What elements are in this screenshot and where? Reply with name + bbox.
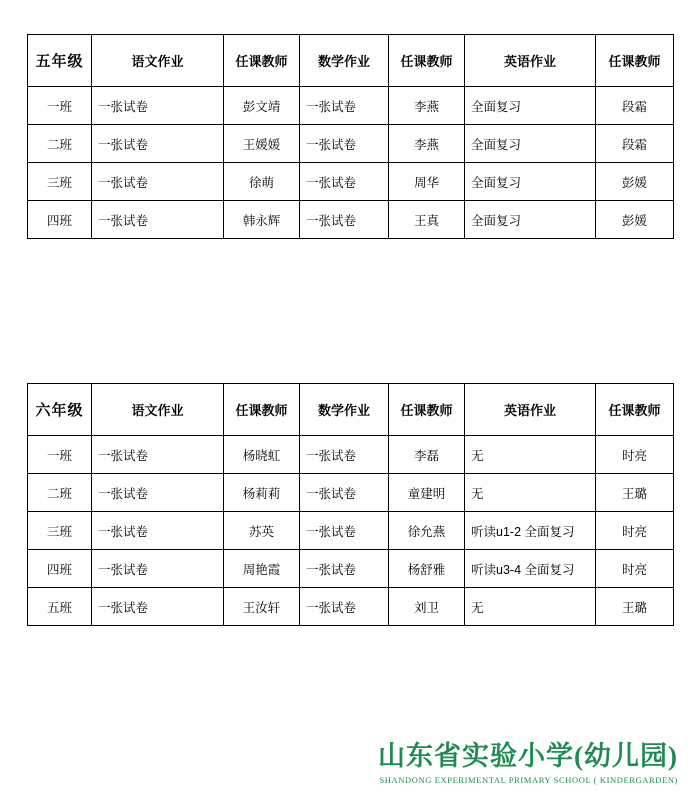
table-row (28, 436, 674, 474)
math-teacher: 王真 (389, 201, 465, 239)
column-header-math-homework: 数学作业 (300, 35, 389, 87)
english-homework: 无 (465, 436, 596, 474)
class-label: 五班 (28, 588, 92, 626)
class-label: 二班 (28, 125, 92, 163)
english-teacher: 段霜 (596, 125, 674, 163)
math-homework: 一张试卷 (300, 163, 389, 201)
grade5-homework-table (27, 34, 674, 239)
math-homework: 一张试卷 (300, 436, 389, 474)
column-header-math-teacher: 任课教师 (389, 35, 465, 87)
class-label: 四班 (28, 550, 92, 588)
english-homework: 听读u3-4 全面复习 (465, 550, 596, 588)
english-homework: 全面复习 (465, 87, 596, 125)
column-header-chinese-teacher: 任课教师 (224, 35, 300, 87)
math-teacher: 刘卫 (389, 588, 465, 626)
table-row (28, 125, 674, 163)
school-logo (0, 742, 700, 785)
english-teacher: 彭媛 (596, 201, 674, 239)
english-homework: 听读u1-2 全面复习 (465, 512, 596, 550)
grade-label: 六年级 (28, 384, 92, 436)
table-header-row (28, 35, 674, 87)
english-homework: 全面复习 (465, 125, 596, 163)
table-row (28, 201, 674, 239)
chinese-teacher: 彭文靖 (224, 87, 300, 125)
chinese-teacher: 杨晓虹 (224, 436, 300, 474)
column-header-english-homework: 英语作业 (465, 384, 596, 436)
chinese-homework: 一张试卷 (92, 87, 224, 125)
math-teacher: 周华 (389, 163, 465, 201)
table-row (28, 512, 674, 550)
column-header-chinese-teacher: 任课教师 (224, 384, 300, 436)
chinese-homework: 一张试卷 (92, 474, 224, 512)
column-header-math-homework: 数学作业 (300, 384, 389, 436)
chinese-homework: 一张试卷 (92, 550, 224, 588)
column-header-english-teacher: 任课教师 (596, 35, 674, 87)
chinese-teacher: 周艳霞 (224, 550, 300, 588)
english-homework: 全面复习 (465, 201, 596, 239)
chinese-teacher: 徐萌 (224, 163, 300, 201)
grade5-table-block (27, 34, 673, 239)
chinese-teacher: 韩永辉 (224, 201, 300, 239)
table-row (28, 474, 674, 512)
english-teacher: 时亮 (596, 512, 674, 550)
table-header-row (28, 384, 674, 436)
math-teacher: 童建明 (389, 474, 465, 512)
math-teacher: 杨舒雅 (389, 550, 465, 588)
math-homework: 一张试卷 (300, 512, 389, 550)
english-homework: 无 (465, 474, 596, 512)
chinese-homework: 一张试卷 (92, 125, 224, 163)
math-homework: 一张试卷 (300, 87, 389, 125)
grade-label: 五年级 (28, 35, 92, 87)
english-teacher: 时亮 (596, 550, 674, 588)
english-teacher: 时亮 (596, 436, 674, 474)
table-row (28, 163, 674, 201)
class-label: 三班 (28, 512, 92, 550)
english-teacher: 王璐 (596, 588, 674, 626)
chinese-homework: 一张试卷 (92, 512, 224, 550)
grade6-table-block (27, 383, 673, 626)
school-name-chinese: 山东省实验小学(幼儿园) (378, 741, 678, 771)
chinese-homework: 一张试卷 (92, 436, 224, 474)
column-header-chinese-homework: 语文作业 (92, 35, 224, 87)
chinese-homework: 一张试卷 (92, 163, 224, 201)
class-label: 一班 (28, 436, 92, 474)
column-header-english-homework: 英语作业 (465, 35, 596, 87)
column-header-math-teacher: 任课教师 (389, 384, 465, 436)
table-row (28, 588, 674, 626)
class-label: 四班 (28, 201, 92, 239)
chinese-teacher: 王媛媛 (224, 125, 300, 163)
school-name-english: SHANDONG EXPERIMENTAL PRIMARY SCHOOL ( KINDERGARDEN) (379, 774, 678, 785)
math-homework: 一张试卷 (300, 474, 389, 512)
chinese-teacher: 苏英 (224, 512, 300, 550)
chinese-homework: 一张试卷 (92, 588, 224, 626)
table-row (28, 87, 674, 125)
chinese-teacher: 王汝轩 (224, 588, 300, 626)
english-teacher: 段霜 (596, 87, 674, 125)
grade6-homework-table (27, 383, 674, 626)
math-teacher: 徐允燕 (389, 512, 465, 550)
english-homework: 全面复习 (465, 163, 596, 201)
math-teacher: 李燕 (389, 125, 465, 163)
math-teacher: 李磊 (389, 436, 465, 474)
english-homework: 无 (465, 588, 596, 626)
math-homework: 一张试卷 (300, 201, 389, 239)
chinese-homework: 一张试卷 (92, 201, 224, 239)
column-header-english-teacher: 任课教师 (596, 384, 674, 436)
math-homework: 一张试卷 (300, 588, 389, 626)
column-header-chinese-homework: 语文作业 (92, 384, 224, 436)
english-teacher: 王璐 (596, 474, 674, 512)
math-homework: 一张试卷 (300, 550, 389, 588)
table-row (28, 550, 674, 588)
class-label: 一班 (28, 87, 92, 125)
english-teacher: 彭媛 (596, 163, 674, 201)
chinese-teacher: 杨莉莉 (224, 474, 300, 512)
class-label: 三班 (28, 163, 92, 201)
math-teacher: 李燕 (389, 87, 465, 125)
class-label: 二班 (28, 474, 92, 512)
math-homework: 一张试卷 (300, 125, 389, 163)
